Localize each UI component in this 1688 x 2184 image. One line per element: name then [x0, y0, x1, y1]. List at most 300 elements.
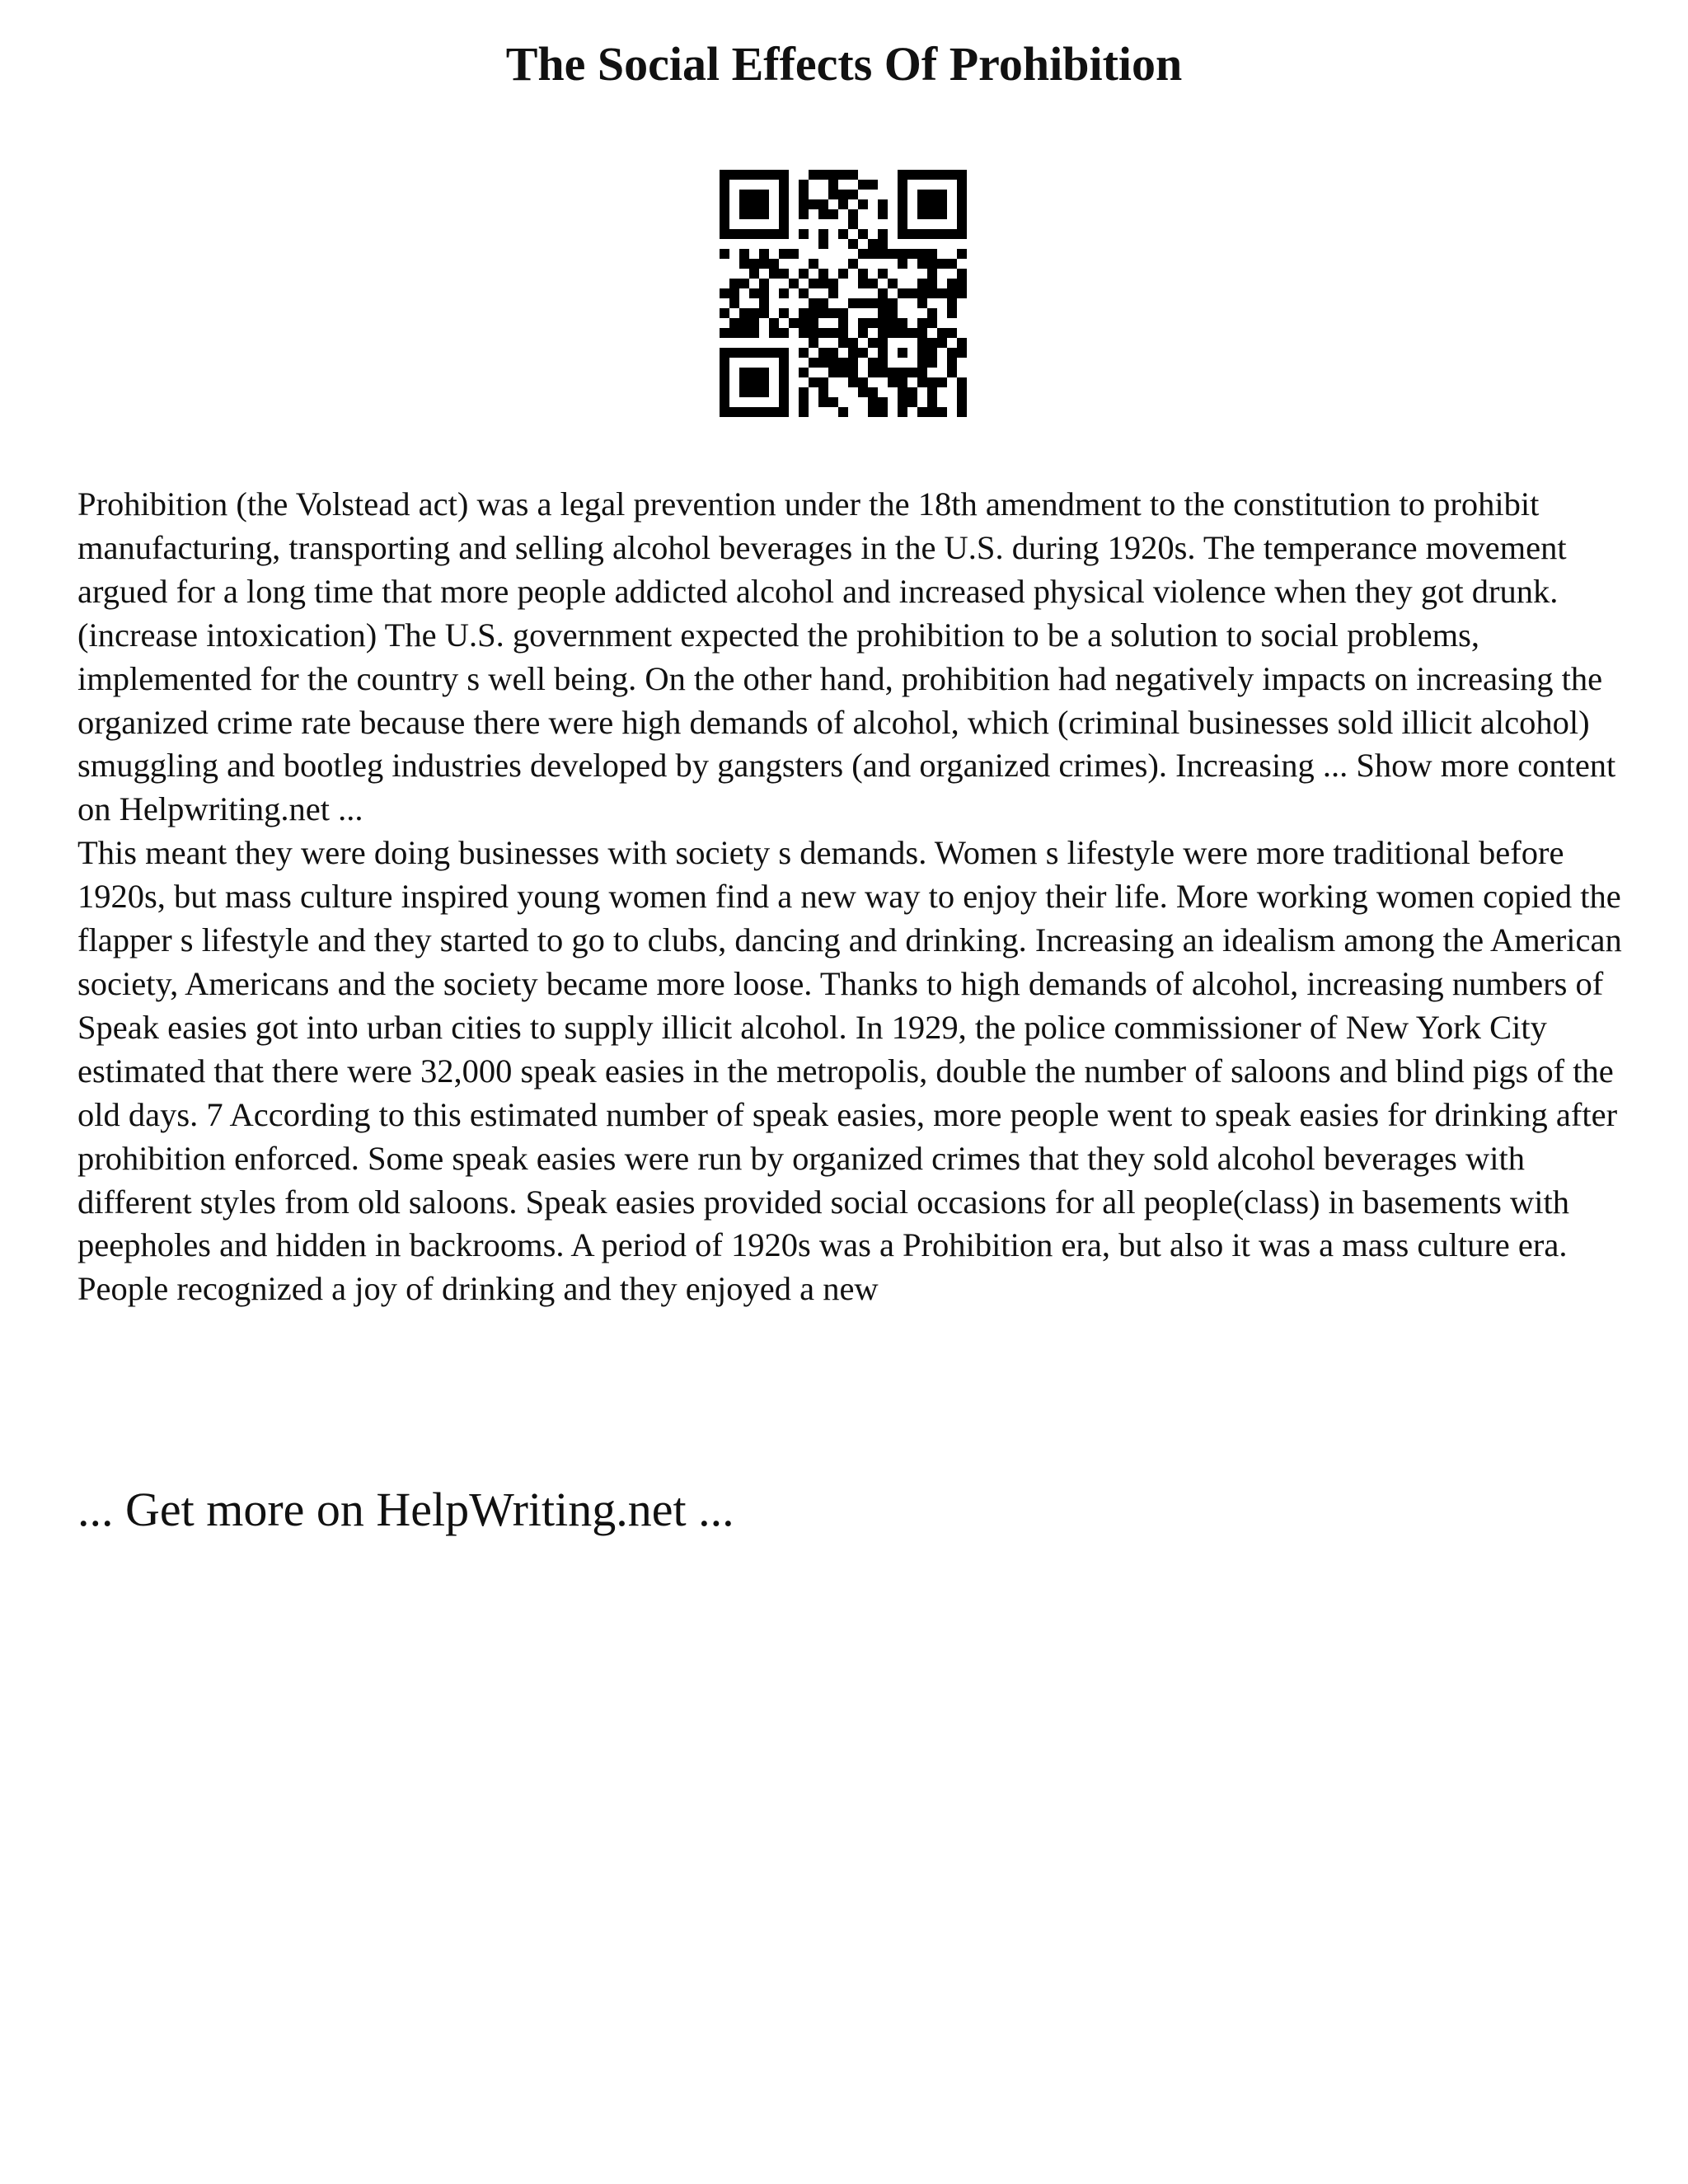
qr-module	[769, 328, 779, 338]
qr-module	[878, 199, 888, 209]
qr-module	[848, 239, 858, 249]
qr-module	[779, 328, 789, 338]
qr-module	[957, 348, 967, 358]
qr-module	[878, 249, 888, 259]
qr-module	[809, 259, 818, 269]
qr-module	[838, 368, 848, 377]
qr-module	[878, 397, 888, 407]
qr-module	[749, 269, 759, 279]
qr-module	[917, 358, 927, 368]
qr-module	[888, 328, 898, 338]
qr-module	[927, 199, 937, 209]
qr-module	[799, 318, 809, 328]
qr-module	[720, 229, 729, 239]
qr-module	[858, 229, 868, 239]
qr-module	[878, 358, 888, 368]
qr-module	[878, 288, 888, 298]
qr-module	[898, 348, 907, 358]
qr-module	[917, 259, 927, 269]
qr-module	[848, 338, 858, 348]
qr-module	[749, 209, 759, 219]
qr-module	[779, 170, 789, 180]
qr-module	[828, 279, 838, 288]
qr-module	[799, 199, 809, 209]
qr-module	[739, 368, 749, 377]
qr-module	[858, 269, 868, 279]
qr-module	[729, 328, 739, 338]
qr-module	[789, 318, 799, 328]
qr-module	[947, 279, 957, 288]
qr-module	[917, 348, 927, 358]
qr-module	[799, 209, 809, 219]
qr-module	[898, 397, 907, 407]
qr-module	[947, 358, 957, 368]
qr-module	[828, 288, 838, 298]
qr-module	[720, 368, 729, 377]
qr-module	[917, 170, 927, 180]
qr-module	[848, 377, 858, 387]
qr-module	[927, 279, 937, 288]
qr-module	[739, 209, 749, 219]
qr-module	[799, 269, 809, 279]
qr-module	[769, 170, 779, 180]
qr-module	[809, 308, 818, 318]
qr-module	[898, 259, 907, 269]
qr-module	[818, 328, 828, 338]
qr-module	[927, 377, 937, 387]
qr-module	[947, 259, 957, 269]
qr-module	[878, 229, 888, 239]
qr-module	[927, 288, 937, 298]
qr-module	[888, 308, 898, 318]
qr-module	[898, 209, 907, 219]
qr-module	[848, 348, 858, 358]
qr-module	[917, 209, 927, 219]
qr-module	[749, 259, 759, 269]
qr-module	[828, 358, 838, 368]
qr-module	[907, 288, 917, 298]
qr-module	[739, 318, 749, 328]
qr-module	[868, 407, 878, 417]
qr-module	[888, 368, 898, 377]
qr-module	[799, 328, 809, 338]
qr-module	[720, 288, 729, 298]
qr-module	[779, 219, 789, 229]
qr-module	[818, 397, 828, 407]
qr-module	[927, 259, 937, 269]
qr-module	[947, 308, 957, 318]
qr-module	[799, 308, 809, 318]
qr-module	[720, 170, 729, 180]
qr-module	[878, 368, 888, 377]
qr-module	[848, 209, 858, 219]
qr-module	[779, 368, 789, 377]
qr-module	[749, 348, 759, 358]
qr-module	[818, 170, 828, 180]
qr-module	[947, 288, 957, 298]
qr-module	[759, 249, 769, 259]
qr-module	[898, 190, 907, 199]
qr-module	[779, 348, 789, 358]
qr-module	[779, 397, 789, 407]
qr-module	[917, 377, 927, 387]
qr-module	[729, 229, 739, 239]
qr-module	[729, 318, 739, 328]
qr-module	[749, 190, 759, 199]
qr-module	[799, 229, 809, 239]
qr-module	[957, 377, 967, 387]
qr-module	[720, 377, 729, 387]
qr-module	[878, 407, 888, 417]
qr-module	[937, 170, 947, 180]
qr-module	[907, 387, 917, 397]
qr-module	[937, 190, 947, 199]
qr-module	[878, 348, 888, 358]
qr-module	[828, 180, 838, 190]
qr-module	[868, 358, 878, 368]
qr-module	[898, 368, 907, 377]
qr-module	[937, 199, 947, 209]
page-title: The Social Effects Of Prohibition	[505, 37, 1183, 91]
qr-module	[927, 308, 937, 318]
qr-module	[749, 318, 759, 328]
qr-module	[957, 229, 967, 239]
qr-module	[720, 219, 729, 229]
qr-module	[888, 298, 898, 308]
qr-module	[927, 397, 937, 407]
qr-module	[898, 180, 907, 190]
qr-module	[749, 199, 759, 209]
qr-module	[720, 180, 729, 190]
qr-module	[868, 368, 878, 377]
qr-module	[927, 387, 937, 397]
qr-module	[779, 377, 789, 387]
qr-module	[907, 397, 917, 407]
qr-module	[858, 199, 868, 209]
qr-module	[838, 328, 848, 338]
qr-module	[937, 407, 947, 417]
qr-module	[739, 249, 749, 259]
qr-module	[759, 279, 769, 288]
qr-module	[818, 377, 828, 387]
qr-module	[828, 397, 838, 407]
qr-module	[720, 249, 729, 259]
qr-module	[927, 229, 937, 239]
qr-module	[739, 259, 749, 269]
qr-module	[878, 338, 888, 348]
qr-module	[779, 387, 789, 397]
qr-module	[927, 190, 937, 199]
qr-module	[917, 199, 927, 209]
qr-module	[749, 308, 759, 318]
qr-module	[818, 308, 828, 318]
qr-module	[957, 249, 967, 259]
qr-module	[759, 387, 769, 397]
qr-module	[799, 348, 809, 358]
qr-module	[720, 397, 729, 407]
qr-module	[868, 298, 878, 308]
qr-module	[759, 209, 769, 219]
qr-module	[720, 387, 729, 397]
qr-module	[720, 308, 729, 318]
qr-module	[878, 308, 888, 318]
qr-module	[739, 377, 749, 387]
qr-module	[729, 279, 739, 288]
qr-module	[878, 209, 888, 219]
qr-module	[888, 318, 898, 328]
qr-module	[809, 377, 818, 387]
qr-module	[779, 229, 789, 239]
qr-module	[828, 368, 838, 377]
qr-module	[947, 328, 957, 338]
qr-module	[759, 308, 769, 318]
qr-module	[927, 358, 937, 368]
qr-module	[779, 407, 789, 417]
qr-module	[838, 229, 848, 239]
qr-module	[818, 209, 828, 219]
qr-module	[927, 249, 937, 259]
qr-module	[818, 229, 828, 239]
qr-module	[759, 298, 769, 308]
qr-module	[898, 328, 907, 338]
qr-module	[868, 397, 878, 407]
qr-module	[957, 219, 967, 229]
qr-module	[947, 170, 957, 180]
qr-module	[838, 190, 848, 199]
qr-module	[779, 288, 789, 298]
qr-module	[947, 368, 957, 377]
qr-module	[739, 348, 749, 358]
qr-module	[739, 170, 749, 180]
qr-module	[809, 318, 818, 328]
qr-module	[759, 348, 769, 358]
qr-module	[957, 180, 967, 190]
paragraph-2: This meant they were doing businesses with society s demands. Women s lifestyle were more traditional before 1920s, but mass culture inspired young women find a new way to enjoy their life. More working women copied the flapper s lifestyle and they started to go to clubs, dancing and drinking. Increasing an idealism among the American society, Americans and the society became more loose. Thanks to high demands of alcohol, increasing numbers of Speak easies got into urban cities to supply illicit alcohol. In 1929, the police commissioner of New York City estimated that there were 32,000 speak easies in the metropolis, double the number of saloons and blind pigs of the old days. 7 According to this estimated number of speak easies, more people went to speak easies for drinking after prohibition enforced. Some speak easies were run by organized crimes that they sold alcohol beverages with different styles from old saloons. Speak easies provided social occasions for all people(class) in basements with peepholes and hidden in backrooms. A period of 1920s was a Prohibition era, but also it was a mass culture era. People recognized a joy of drinking and they enjoyed a new	[77, 834, 1622, 1308]
qr-module	[878, 318, 888, 328]
qr-module	[888, 249, 898, 259]
qr-module	[739, 387, 749, 397]
qr-module	[809, 170, 818, 180]
qr-module	[957, 288, 967, 298]
qr-module	[937, 377, 947, 387]
qr-module	[838, 170, 848, 180]
qr-module	[898, 387, 907, 397]
qr-module	[779, 199, 789, 209]
qr-module	[749, 387, 759, 397]
qr-module	[749, 377, 759, 387]
qr-module	[848, 368, 858, 377]
qr-module	[917, 279, 927, 288]
qr-module	[907, 368, 917, 377]
qr-module	[888, 279, 898, 288]
qr-module	[720, 328, 729, 338]
qr-module	[947, 298, 957, 308]
qr-module	[759, 229, 769, 239]
qr-code-icon	[720, 170, 967, 417]
qr-module	[957, 190, 967, 199]
qr-module	[957, 170, 967, 180]
qr-module	[878, 239, 888, 249]
qr-module	[898, 249, 907, 259]
qr-module	[927, 170, 937, 180]
qr-module	[759, 170, 769, 180]
qr-module	[828, 328, 838, 338]
qr-module	[838, 308, 848, 318]
qr-module	[858, 180, 868, 190]
qr-module	[848, 190, 858, 199]
qr-module	[720, 199, 729, 209]
qr-module	[917, 338, 927, 348]
qr-module	[898, 318, 907, 328]
qr-module	[809, 358, 818, 368]
qr-module	[917, 407, 927, 417]
qr-module	[759, 288, 769, 298]
qr-module	[749, 170, 759, 180]
qr-module	[789, 249, 799, 259]
qr-module	[917, 190, 927, 199]
qr-module	[898, 288, 907, 298]
qr-code-graphic	[720, 170, 967, 417]
qr-module	[779, 249, 789, 259]
qr-module	[828, 170, 838, 180]
qr-module	[838, 318, 848, 328]
qr-module	[848, 358, 858, 368]
qr-module	[769, 259, 779, 269]
qr-module	[749, 288, 759, 298]
qr-module	[828, 308, 838, 318]
qr-module	[729, 170, 739, 180]
qr-module	[720, 209, 729, 219]
qr-module	[828, 190, 838, 199]
qr-module	[779, 358, 789, 368]
qr-module	[848, 298, 858, 308]
qr-module	[799, 397, 809, 407]
more-link[interactable]: ... Get more on HelpWriting.net ...	[77, 1483, 734, 1536]
qr-module	[749, 328, 759, 338]
qr-module	[917, 318, 927, 328]
qr-module	[917, 368, 927, 377]
qr-module	[828, 209, 838, 219]
qr-module	[749, 229, 759, 239]
qr-module	[898, 219, 907, 229]
qr-module	[947, 348, 957, 358]
qr-module	[927, 318, 937, 328]
qr-module	[779, 180, 789, 190]
qr-module	[759, 190, 769, 199]
qr-module	[759, 377, 769, 387]
qr-module	[927, 269, 937, 279]
qr-module	[917, 249, 927, 259]
qr-module	[838, 407, 848, 417]
qr-module	[868, 279, 878, 288]
qr-module	[858, 377, 868, 387]
qr-module	[898, 229, 907, 239]
qr-module	[739, 229, 749, 239]
qr-module	[739, 407, 749, 417]
qr-module	[957, 269, 967, 279]
qr-module	[907, 328, 917, 338]
qr-module	[848, 259, 858, 269]
qr-module	[898, 407, 907, 417]
qr-module	[769, 318, 779, 328]
qr-module	[809, 338, 818, 348]
qr-module	[769, 269, 779, 279]
qr-module	[818, 269, 828, 279]
qr-module	[779, 308, 789, 318]
qr-module	[858, 328, 868, 338]
qr-module	[769, 407, 779, 417]
qr-module	[799, 190, 809, 199]
qr-module	[937, 288, 947, 298]
qr-module	[927, 338, 937, 348]
article-body	[77, 483, 1643, 1311]
qr-module	[917, 229, 927, 239]
qr-module	[917, 328, 927, 338]
qr-module	[838, 199, 848, 209]
qr-module	[898, 170, 907, 180]
qr-module	[799, 387, 809, 397]
qr-module	[769, 229, 779, 239]
qr-module	[818, 298, 828, 308]
qr-module	[809, 199, 818, 209]
qr-module	[828, 348, 838, 358]
qr-module	[838, 269, 848, 279]
qr-module	[799, 368, 809, 377]
qr-module	[937, 259, 947, 269]
qr-module	[809, 328, 818, 338]
qr-module	[809, 279, 818, 288]
qr-module	[749, 368, 759, 377]
qr-module	[779, 209, 789, 219]
qr-module	[868, 249, 878, 259]
qr-module	[868, 180, 878, 190]
qr-module	[818, 279, 828, 288]
qr-module	[838, 358, 848, 368]
qr-module	[858, 249, 868, 259]
qr-module	[858, 298, 868, 308]
qr-module	[898, 199, 907, 209]
qr-module	[739, 190, 749, 199]
qr-module	[818, 387, 828, 397]
qr-module	[868, 239, 878, 249]
qr-module	[898, 377, 907, 387]
qr-module	[729, 348, 739, 358]
qr-module	[927, 407, 937, 417]
qr-module	[957, 407, 967, 417]
qr-module	[818, 199, 828, 209]
qr-module	[739, 199, 749, 209]
qr-module	[779, 269, 789, 279]
qr-module	[878, 269, 888, 279]
qr-module	[720, 190, 729, 199]
qr-module	[759, 368, 769, 377]
qr-module	[818, 239, 828, 249]
qr-module	[799, 407, 809, 417]
qr-module	[907, 249, 917, 259]
qr-module	[789, 279, 799, 288]
qr-module	[937, 229, 947, 239]
qr-module	[858, 387, 868, 397]
qr-module	[729, 407, 739, 417]
qr-module	[759, 199, 769, 209]
qr-module	[907, 170, 917, 180]
qr-module	[749, 407, 759, 417]
qr-module	[739, 328, 749, 338]
qr-module	[720, 358, 729, 368]
qr-module	[739, 279, 749, 288]
qr-module	[858, 348, 868, 358]
qr-module	[858, 318, 868, 328]
